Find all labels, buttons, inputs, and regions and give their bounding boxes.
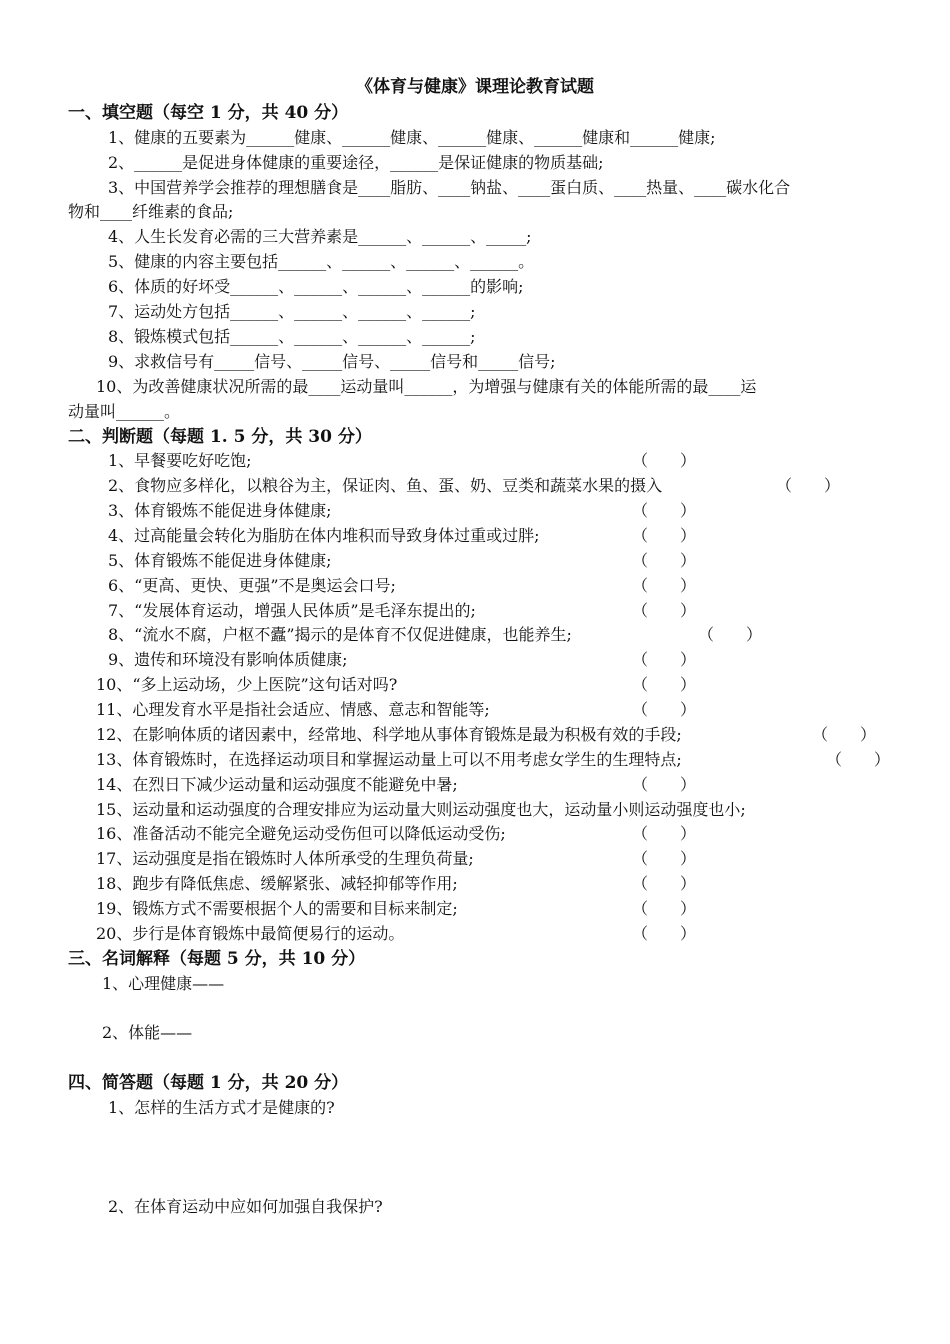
answer-parentheses: （ ）	[632, 526, 697, 545]
answer-parentheses: （ ）	[632, 899, 697, 918]
answer-parentheses: （ ）	[632, 700, 697, 719]
answer-parentheses: （ ）	[632, 924, 697, 943]
section-fill-heading: 一、填空题（每空 1 分，共 40 分）	[68, 103, 349, 123]
answer-parentheses: （ ）	[632, 675, 697, 694]
answer-parentheses: （ ）	[632, 451, 697, 470]
answer-parentheses: （ ）	[632, 824, 697, 843]
judge-question-16: 16、准备活动不能完全避免运动受伤但可以降低运动受伤;	[96, 824, 506, 843]
fill-question-2: 2、______是促进身体健康的重要途径，______是保证健康的物质基础;	[108, 153, 604, 172]
answer-parentheses: （ ）	[632, 501, 697, 520]
judge-question-6: 6、“更高、更快、更强”不是奥运会口号;	[108, 576, 396, 595]
judge-question-13: 13、体育锻炼时，在选择运动项目和掌握运动量上可以不用考虑女学生的生理特点;	[96, 750, 682, 769]
fill-question-8: 8、锻炼模式包括______、______、______、______;	[108, 327, 476, 346]
answer-parentheses: （ ）	[698, 625, 763, 644]
short-question-1: 1、怎样的生活方式才是健康的?	[108, 1098, 335, 1117]
fill-question-7: 7、运动处方包括______、______、______、______;	[108, 302, 476, 321]
answer-parentheses: （ ）	[776, 476, 841, 495]
section-judge-heading: 二、判断题（每题 1. 5 分，共 30 分）	[68, 427, 372, 447]
fill-question-10-cont: 动量叫______。	[68, 402, 181, 421]
judge-question-14: 14、在烈日下减少运动量和运动强度不能避免中暑;	[96, 775, 458, 794]
answer-parentheses: （ ）	[632, 775, 697, 794]
judge-question-1: 1、早餐要吃好吃饱;	[108, 451, 252, 470]
judge-question-4: 4、过高能量会转化为脂肪在体内堆积而导致身体过重或过胖;	[108, 526, 540, 545]
judge-question-17: 17、运动强度是指在锻炼时人体所承受的生理负荷量;	[96, 849, 474, 868]
judge-question-5: 5、体育锻炼不能促进身体健康;	[108, 551, 332, 570]
judge-question-10: 10、“多上运动场，少上医院”这句话对吗?	[96, 675, 398, 694]
answer-parentheses: （ ）	[812, 725, 877, 744]
judge-question-20: 20、步行是体育锻炼中最简便易行的运动。	[96, 924, 405, 943]
fill-question-4: 4、人生长发育必需的三大营养素是______、______、_____;	[108, 227, 532, 246]
judge-question-8: 8、“流水不腐，户枢不蠹”揭示的是体育不仅促进健康，也能养生;	[108, 625, 572, 644]
judge-question-12: 12、在影响体质的诸因素中，经常地、科学地从事体育锻炼是最为积极有效的手段;	[96, 725, 682, 744]
judge-question-2: 2、食物应多样化，以粮谷为主，保证肉、鱼、蛋、奶、豆类和蔬菜水果的摄入	[108, 476, 663, 495]
fill-question-1: 1、健康的五要素为______健康、______健康、______健康、______健康和______健康;	[108, 128, 716, 147]
answer-parentheses: （ ）	[632, 576, 697, 595]
term-question-2: 2、体能——	[102, 1023, 193, 1042]
short-question-2: 2、在体育运动中应如何加强自我保护?	[108, 1197, 383, 1216]
judge-question-7: 7、“发展体育运动，增强人民体质”是毛泽东提出的;	[108, 601, 476, 620]
judge-question-11: 11、心理发育水平是指社会适应、情感、意志和智能等;	[96, 700, 490, 719]
term-question-1: 1、心理健康——	[102, 974, 225, 993]
section-short-heading: 四、简答题（每题 1 分，共 20 分）	[68, 1073, 349, 1093]
answer-parentheses: （ ）	[632, 601, 697, 620]
section-term-heading: 三、名词解释（每题 5 分，共 10 分）	[68, 949, 366, 969]
judge-question-9: 9、遗传和环境没有影响体质健康;	[108, 650, 348, 669]
answer-parentheses: （ ）	[826, 750, 891, 769]
exam-title: 《体育与健康》课理论教育试题	[356, 77, 594, 97]
judge-question-3: 3、体育锻炼不能促进身体健康;	[108, 501, 332, 520]
fill-question-3-cont: 物和____纤维素的食品;	[68, 202, 234, 221]
fill-question-3: 3、中国营养学会推荐的理想膳食是____脂肪、____钠盐、____蛋白质、____热量、____碳水化合	[108, 178, 791, 197]
fill-question-6: 6、体质的好坏受______、______、______、______的影响;	[108, 277, 524, 296]
answer-parentheses: （ ）	[632, 650, 697, 669]
fill-question-10: 10、为改善健康状况所需的最____运动量叫______，为增强与健康有关的体能所需的最____运	[96, 377, 757, 396]
fill-question-5: 5、健康的内容主要包括______、______、______、______。	[108, 252, 535, 271]
answer-parentheses: （ ）	[632, 551, 697, 570]
judge-question-18: 18、跑步有降低焦虑、缓解紧张、减轻抑郁等作用;	[96, 874, 458, 893]
fill-question-9: 9、求救信号有_____信号、_____信号、_____信号和_____信号;	[108, 352, 556, 371]
answer-parentheses: （ ）	[632, 874, 697, 893]
judge-question-19: 19、锻炼方式不需要根据个人的需要和目标来制定;	[96, 899, 458, 918]
answer-parentheses: （ ）	[632, 849, 697, 868]
judge-question-15: 15、运动量和运动强度的合理安排应为运动量大则运动强度也大，运动量小则运动强度也小;	[96, 800, 746, 819]
